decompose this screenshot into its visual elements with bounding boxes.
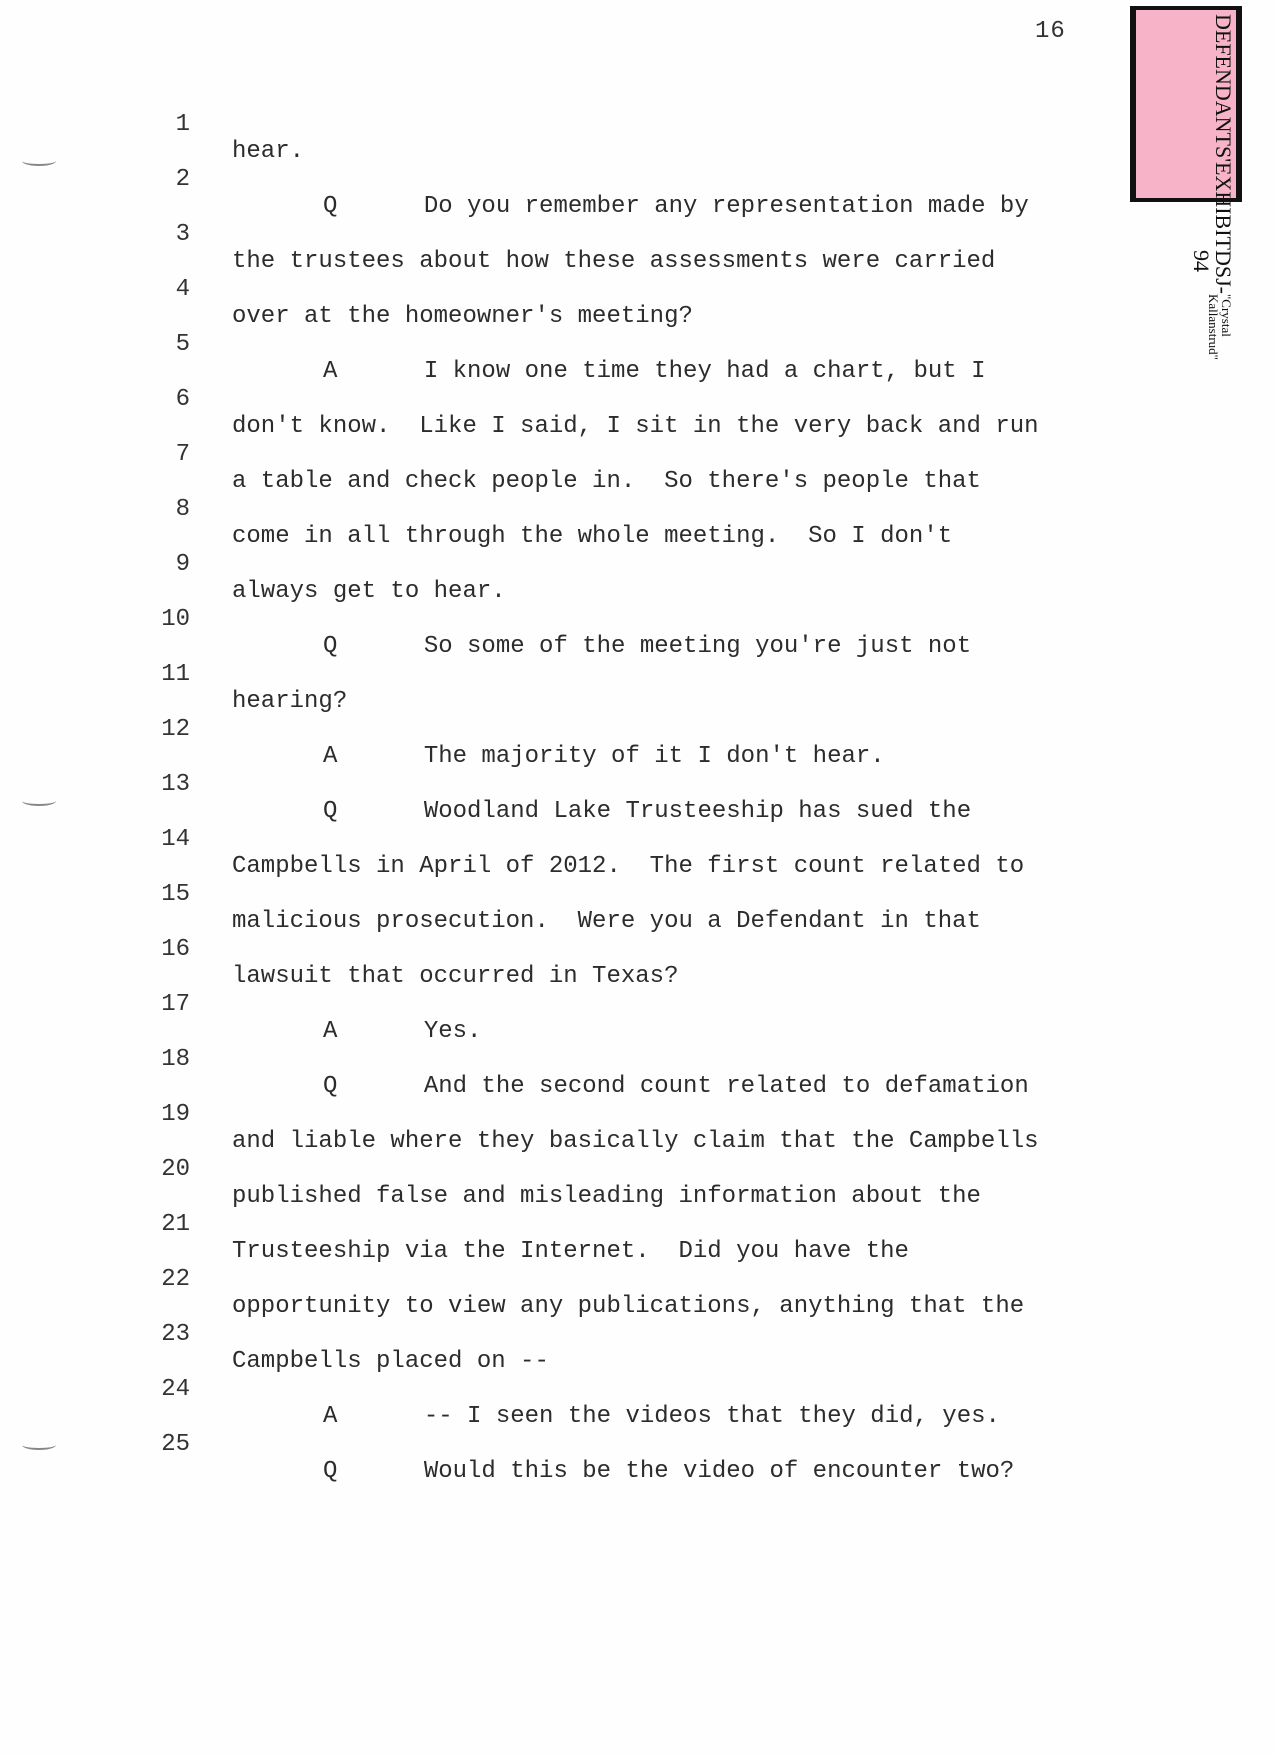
line-text: don't know. Like I said, I sit in the very back and run bbox=[232, 413, 1039, 440]
transcript-line bbox=[0, 524, 1100, 605]
line-text: opportunity to view any publications, anything that the bbox=[232, 1293, 1025, 1320]
line-text: a table and check people in. So there's people that bbox=[232, 468, 981, 495]
line-number: 18 bbox=[161, 1046, 190, 1073]
transcript-line bbox=[0, 744, 1100, 825]
line-number: 15 bbox=[161, 881, 190, 908]
line-text: A -- I seen the videos that they did, yes. bbox=[323, 1403, 1000, 1430]
line-text: malicious prosecution. Were you a Defendant in that bbox=[232, 908, 981, 935]
line-number: 1 bbox=[175, 111, 190, 138]
line-text: hear. bbox=[232, 138, 305, 165]
transcript-line bbox=[0, 964, 1100, 1045]
line-text: over at the homeowner's meeting? bbox=[232, 303, 693, 330]
line-number: 8 bbox=[175, 496, 190, 523]
line-text: hearing? bbox=[232, 688, 348, 715]
transcript-line bbox=[0, 139, 1100, 220]
transcript-line bbox=[0, 84, 1100, 165]
transcript-line bbox=[0, 1349, 1100, 1430]
line-number: 6 bbox=[175, 386, 190, 413]
exhibit-text bbox=[1136, 14, 1236, 361]
transcript-line bbox=[0, 1074, 1100, 1155]
line-text: Q Woodland Lake Trusteeship has sued the bbox=[323, 798, 972, 825]
line-number: 22 bbox=[161, 1266, 190, 1293]
line-text: published false and misleading information about the bbox=[232, 1183, 981, 1210]
transcript-line bbox=[0, 1184, 1100, 1265]
line-number: 23 bbox=[161, 1321, 190, 1348]
transcript-line bbox=[0, 359, 1100, 440]
line-text: A The majority of it I don't hear. bbox=[323, 743, 885, 770]
line-number: 25 bbox=[161, 1431, 190, 1458]
line-number: 21 bbox=[161, 1211, 190, 1238]
transcript-line bbox=[0, 909, 1100, 990]
transcript-line bbox=[0, 634, 1100, 715]
exhibit-witness: "Crystal Kallanstrud" bbox=[1206, 294, 1234, 361]
line-text: the trustees about how these assessments were carried bbox=[232, 248, 996, 275]
line-number: 11 bbox=[161, 661, 190, 688]
transcript-line bbox=[0, 689, 1100, 770]
line-number: 16 bbox=[161, 936, 190, 963]
transcript-line bbox=[0, 1019, 1100, 1100]
line-text: come in all through the whole meeting. So I don't bbox=[232, 523, 953, 550]
exhibit-party: DEFENDANTS' bbox=[1211, 14, 1236, 163]
line-number: 14 bbox=[161, 826, 190, 853]
line-text: Q Do you remember any representation made by bbox=[323, 193, 1029, 220]
line-text: and liable where they basically claim that the Campbells bbox=[232, 1128, 1039, 1155]
transcript-line bbox=[0, 1129, 1100, 1210]
transcript-line bbox=[0, 414, 1100, 495]
line-text: A Yes. bbox=[323, 1018, 482, 1045]
transcript-line bbox=[0, 249, 1100, 330]
line-number: 3 bbox=[175, 221, 190, 248]
line-text: Q Would this be the video of encounter two? bbox=[323, 1458, 1015, 1485]
line-number: 12 bbox=[161, 716, 190, 743]
transcript-line bbox=[0, 854, 1100, 935]
line-text: Trusteeship via the Internet. Did you have the bbox=[232, 1238, 909, 1265]
exhibit-number: DSJ-94 bbox=[1189, 250, 1236, 295]
transcript-line bbox=[0, 579, 1100, 660]
transcript-line bbox=[0, 304, 1100, 385]
exhibit-title: EXHIBIT bbox=[1211, 162, 1236, 251]
line-number: 4 bbox=[175, 276, 190, 303]
line-number: 20 bbox=[161, 1156, 190, 1183]
transcript-line bbox=[0, 194, 1100, 275]
line-number: 13 bbox=[161, 771, 190, 798]
line-text: A I know one time they had a chart, but I bbox=[323, 358, 986, 385]
transcript-line bbox=[0, 1294, 1100, 1375]
line-number: 5 bbox=[175, 331, 190, 358]
line-number: 17 bbox=[161, 991, 190, 1018]
line-number: 9 bbox=[175, 551, 190, 578]
line-text: Campbells in April of 2012. The first count related to bbox=[232, 853, 1025, 880]
line-text: Campbells placed on -- bbox=[232, 1348, 549, 1375]
exhibit-sticker bbox=[1130, 6, 1242, 361]
line-number: 19 bbox=[161, 1101, 190, 1128]
line-number: 10 bbox=[161, 606, 190, 633]
page-number: 16 bbox=[1035, 18, 1066, 45]
transcript-line bbox=[0, 799, 1100, 880]
line-text: lawsuit that occurred in Texas? bbox=[232, 963, 679, 990]
line-text: Q And the second count related to defamation bbox=[323, 1073, 1029, 1100]
line-number: 24 bbox=[161, 1376, 190, 1403]
transcript-line bbox=[0, 1239, 1100, 1320]
line-text: Q So some of the meeting you're just not bbox=[323, 633, 972, 660]
exhibit-label bbox=[1136, 10, 1236, 361]
line-number: 7 bbox=[175, 441, 190, 468]
transcript-line bbox=[0, 469, 1100, 550]
line-text: always get to hear. bbox=[232, 578, 506, 605]
line-number: 2 bbox=[175, 166, 190, 193]
transcript-line bbox=[0, 1404, 1100, 1485]
